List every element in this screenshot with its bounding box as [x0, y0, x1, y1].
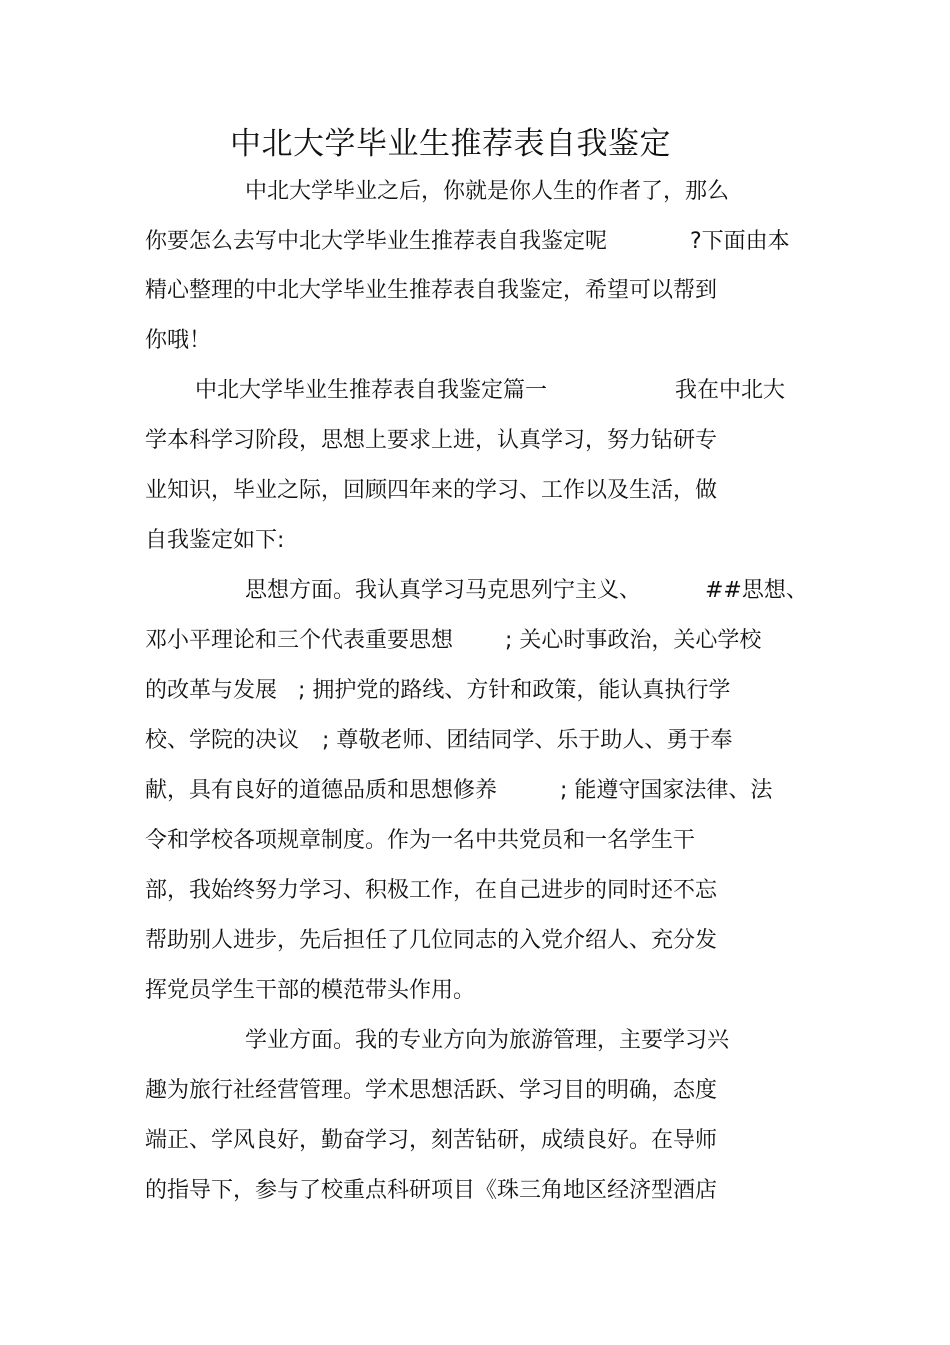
section-one-line-2: 业知识，毕业之际，回顾四年来的学习、工作以及生活，做 [145, 478, 718, 503]
thought-line-5b: ; 能遵守国家法律、法 [560, 778, 773, 803]
intro-line-4: 你哦！ [145, 328, 212, 353]
section-one-line-3: 自我鉴定如下: [145, 528, 285, 553]
study-line-4: 的指导下，参与了校重点科研项目《珠三角地区经济型酒店 [145, 1178, 718, 1203]
intro-line-2-tail: ?下面由本 [690, 229, 790, 254]
thought-line-3a: 的改革与发展 [145, 678, 278, 703]
section-one-heading: 中北大学毕业生推荐表自我鉴定篇一 [195, 378, 548, 403]
thought-line-9: 挥党员学生干部的模范带头作用。 [145, 978, 476, 1003]
thought-line-2a: 邓小平理论和三个代表重要思想 [145, 628, 454, 653]
thought-line-4a: 校、学院的决议 [145, 728, 300, 753]
thought-line-1a: 思想方面。我认真学习马克思列宁主义、 [245, 578, 642, 603]
intro-line-2: 你要怎么去写中北大学毕业生推荐表自我鉴定呢 [145, 229, 608, 254]
thought-line-4b: ; 尊敬老师、团结同学、乐于助人、勇于奉 [322, 728, 733, 753]
thought-line-7: 部，我始终努力学习、积极工作，在自己进步的同时还不忘 [145, 878, 718, 903]
intro-line-1: 中北大学毕业之后，你就是你人生的作者了，那么 [245, 179, 730, 204]
document-title: 中北大学毕业生推荐表自我鉴定 [230, 126, 671, 162]
intro-line-3: 精心整理的中北大学毕业生推荐表自我鉴定，希望可以帮到 [145, 278, 718, 303]
study-line-2: 趣为旅行社经营管理。学术思想活跃、学习目的明确，态度 [145, 1078, 718, 1103]
thought-line-2b: ; 关心时事政治，关心学校 [505, 628, 762, 653]
study-line-3: 端正、学风良好，勤奋学习，刻苦钻研，成绩良好。在导师 [145, 1128, 718, 1153]
thought-line-3b: ; 拥护党的路线、方针和政策，能认真执行学 [298, 678, 731, 703]
section-one-heading-tail: 我在中北大 [675, 378, 786, 403]
thought-line-5a: 献，具有良好的道德品质和思想修养 [145, 778, 498, 803]
section-one-line-1: 学本科学习阶段，思想上要求上进，认真学习，努力钻研专 [145, 428, 718, 453]
thought-line-1b: ##思想、 [705, 578, 808, 603]
thought-line-6: 令和学校各项规章制度。作为一名中共党员和一名学生干 [145, 828, 696, 853]
thought-line-8: 帮助别人进步，先后担任了几位同志的入党介绍人、充分发 [145, 928, 718, 953]
study-line-1: 学业方面。我的专业方向为旅游管理，主要学习兴 [245, 1028, 730, 1053]
